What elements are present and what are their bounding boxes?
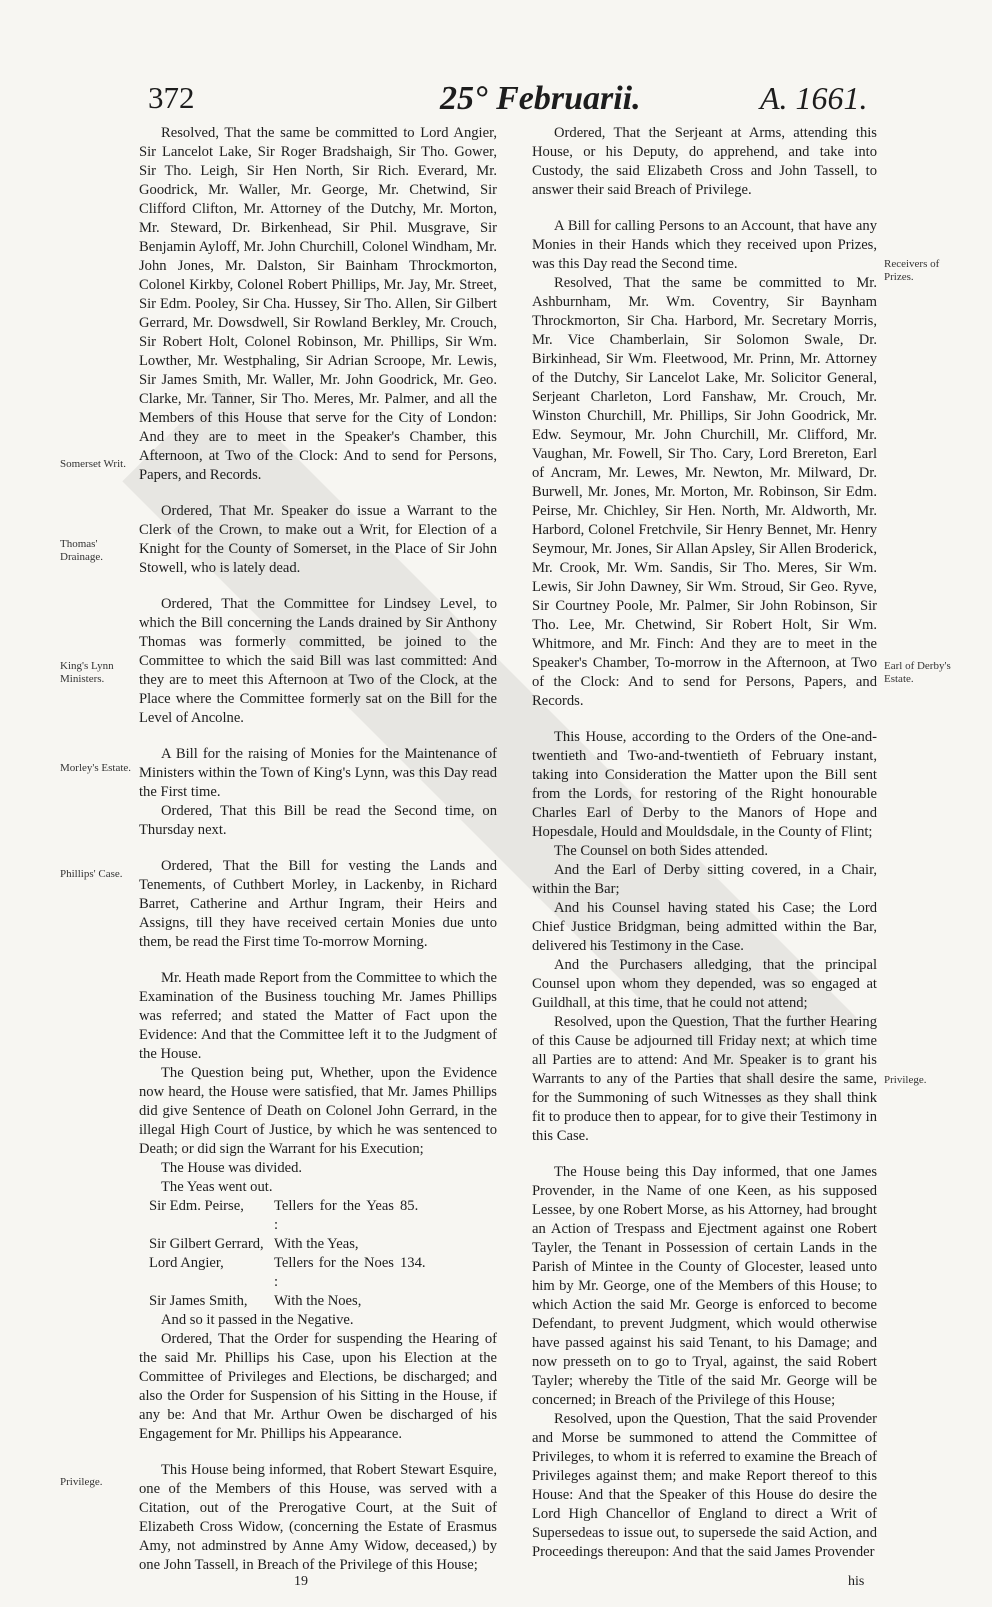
paragraph: Ordered, That the Order for suspending the Hearing of the said Mr. Phillips his Case, upon his Election at the Committee of Privileges and Elections, be discharged; and also the Order for Suspension of his Sitting in the House, if any be: And that Mr. Arthur Owen be discharged of his Engagement for Mr. Phillips his Appearance. — [139, 1331, 497, 1442]
margin-note-privilege-right: Privilege. — [884, 1074, 927, 1086]
paragraph: The Yeas went out. — [161, 1179, 273, 1195]
paragraph: A Bill for calling Persons to an Account, that have any Monies in their Hands which they received upon Prizes, was this Day read the Second time. — [532, 218, 877, 272]
page-number: 372 — [148, 80, 195, 115]
paragraph: A Bill for the raising of Monies for the Maintenance of Ministers within the Town of King's Lynn, was this Day read the First time. — [139, 746, 497, 800]
paragraph: Resolved, upon the Question, That the said Provender and Morse be summoned to attend the Committee of Privileges, to whom it is referred to examine the Breach of Privileges against them; and make Report thereof to this House: And that the Speaker of this House do desire the Lord High Chancellor of England to direct a Writ of Supersedeas to issue out, to supersede the said Action, and Proceedings thereupon: And that the said James Provender — [532, 1411, 877, 1560]
left-column — [139, 124, 497, 1575]
teller-name: Sir Gilbert Gerrard, — [149, 1236, 264, 1252]
page-date: 25° Februarii. — [440, 80, 641, 117]
paragraph: Resolved, upon the Question, That the further Hearing of this Cause be adjourned till Friday next; at which time all Parties are to attend: And Mr. Speaker is to grant his Warrants to any of the Parties that shall desire the same, for the Summoning of such Witnesses as they shall think fit to produce then to appear, for to give their Testimony in this Case. — [532, 1014, 877, 1144]
paragraph: The Question being put, Whether, upon the Evidence now heard, the House were satisfied, that Mr. James Phillips did give Sentence of Death on Colonel John Gerrard, in the illegal High Court of Justice, by which he was sentenced to Death; or did sign the Warrant for his Execution; — [139, 1065, 497, 1157]
margin-note-morley: Morley's Estate. — [60, 762, 132, 774]
teller-row — [149, 1292, 497, 1311]
paragraph: And so it passed in the Negative. — [161, 1312, 354, 1328]
paragraph: The Counsel on both Sides attended. — [554, 843, 769, 859]
teller-name: Lord Angier, — [149, 1255, 224, 1271]
page-header — [0, 80, 992, 130]
paragraph: This House being informed, that Robert Stewart Esquire, one of the Members of this House, was served with a Citation, out of the Prerogative Court, at the Suit of Elizabeth Cross Widow, (concerning the Estate of Erasmus Amy, not adminstred by Anne Amy Widow, deceased,) by one John Tassell, in Breach of the Privilege of this House; — [139, 1462, 497, 1573]
margin-note-receivers: Receivers of Prizes. — [884, 258, 940, 283]
right-column — [532, 124, 877, 1562]
teller-role: Tellers for the Yeas : — [274, 1198, 394, 1233]
margin-note-kings-lynn: King's Lynn Ministers. — [60, 660, 114, 685]
teller-count: 134. — [400, 1255, 426, 1271]
teller-count — [394, 1235, 440, 1254]
teller-role: With the Noes, — [274, 1293, 362, 1309]
paragraph: Ordered, That Mr. Speaker do issue a Warrant to the Clerk of the Crown, to make out a Writ, for Election of a Knight for the County of Somerset, in the Place of Sir John Stowell, who is lately dead. — [139, 503, 497, 576]
margin-note-phillips: Phillips' Case. — [60, 868, 123, 880]
paragraph: Ordered, That the Bill for vesting the Lands and Tenements, of Cuthbert Morley, in Lackenby, in Richard Barret, Catherine and Arthur Ingram, their Heirs and Assigns, till they have received certain Monies due unto them, be read the First time To-morrow Morning. — [139, 858, 497, 950]
teller-count: 85. — [400, 1198, 419, 1214]
teller-name: Sir Edm. Peirse, — [149, 1198, 244, 1214]
margin-note-thomas: Thomas' Drainage. — [60, 538, 104, 563]
paragraph: The House was divided. — [161, 1160, 303, 1176]
margin-note-privilege-left: Privilege. — [60, 1476, 103, 1488]
paragraph: And his Counsel having stated his Case; the Lord Chief Justice Bridgman, being admitted within the Bar, delivered his Testimony in the Case. — [532, 900, 877, 954]
paragraph: And the Purchasers alledging, that the principal Counsel upon whom they depended, was so engaged at Guildhall, at this time, that he could not attend; — [532, 957, 877, 1011]
margin-note-derby: Earl of Derby's Estate. — [884, 660, 951, 685]
teller-count — [394, 1292, 440, 1311]
page-year: A. 1661. — [760, 80, 868, 116]
paragraph: Ordered, That this Bill be read the Second time, on Thursday next. — [139, 803, 497, 838]
paragraph: Resolved, That the same be committed to Lord Angier, Sir Lancelot Lake, Sir Roger Bradshaigh, Sir Tho. Gower, Sir Tho. Leigh, Sir Hen North, Sir Rich. Everard, Mr. Goodrick, Mr. Waller, Mr. George, Mr. Chetwind, Sir Clifford Clifton, Mr. Attorney of the Dutchy, Mr. Morton, Mr. Steward, Dr. Birkenhead, Sir Phil. Musgrave, Sir Benjamin Ayloff, Mr. John Churchill, Colonel Windham, Mr. John Jones, Mr. Dalston, Sir Bainham Throckmorton, Colonel Kirkby, Colonel Robert Phillips, Mr. Jay, Mr. Street, Sir Edm. Pooley, Sir Cha. Hussey, Sir Tho. Allen, Sir Gilbert Gerrard, Mr. Dowsdwell, Sir Rowland Berkley, Mr. Crouch, Sir Robert Holt, Colonel Robinson, Mr. Phillips, Sir Wm. Lowther, Mr. Westphaling, Sir Adrian Scroope, Mr. Lewis, Sir James Smith, Mr. Waller, Mr. John Goodrick, Mr. Geo. Clarke, Mr. Tanner, Sir Tho. Meres, Mr. Palmer, and all the Members of this House that serve for the City of London: And they are to meet in the Speaker's Chamber, this Afternoon, at Two of the Clock: And to send for Persons, Papers, and Records. — [139, 125, 497, 483]
teller-role: With the Yeas, — [274, 1236, 359, 1252]
teller-name: Sir James Smith, — [149, 1293, 248, 1309]
paragraph: Resolved, That the same be committed to Mr. Ashburnham, Mr. Wm. Coventry, Sir Baynham Throckmorton, Sir Cha. Harbord, Mr. Secretary Morris, Mr. Vice Chamberlain, Sir Solomon Swale, Dr. Birkinhead, Sir Wm. Fleetwood, Mr. Prinn, Mr. Attorney of the Dutchy, Sir Lancelot Lake, Mr. Solicitor General, Serjeant Charleton, Lord Fanshaw, Mr. Crouch, Mr. Winston Churchill, Mr. Phillips, Sir John Goodrick, Mr. Edw. Seymour, Mr. John Churchill, Mr. Clifford, Mr. Vaughan, Mr. Fowell, Sir Tho. Cary, Lord Brereton, Earl of Ancram, Mr. Lewes, Mr. Newton, Mr. Milward, Dr. Burwell, Mr. Jones, Mr. Morton, Mr. Robinson, Sir Edm. Peirse, Mr. Chichley, Sir Hen. North, Mr. Aldworth, Mr. Harbord, Colonel Fretchvile, Sir Henry Bennet, Mr. Henry Seymour, Mr. Jones, Sir Allan Apsley, Sir Allen Broderick, Mr. Crook, Mr. Wm. Sandis, Sir Tho. Meres, Sir Wm. Lewis, Sir John Dawney, Sir Wm. Stroud, Sir Geo. Ryve, Sir Courtney Poole, Mr. Palmer, Sir John Robinson, Sir Tho. Lee, Mr. Chetwind, Sir Robert Holt, Sir Wm. Whitmore, and Mr. Finch: And they are to meet in the Speaker's Chamber, To-morrow in the Afternoon, at Two of the Clock: And to send for Persons, Papers, and Records. — [532, 275, 877, 709]
tellers-table — [149, 1197, 497, 1311]
teller-row — [149, 1254, 497, 1292]
teller-row — [149, 1197, 497, 1235]
paragraph: And the Earl of Derby sitting covered, in a Chair, within the Bar; — [532, 862, 877, 897]
teller-role: Tellers for the Noes : — [274, 1255, 394, 1290]
paragraph: This House, according to the Orders of the One-and-twentieth and Two-and-twentieth of February instant, taking into Consideration the Matter upon the Bill sent from the Lords, for restoring of the Right honourable Charles Earl of Derby to the Manors of Hope and Hopesdale, Hould and Mouldsdale, in the County of Flint; — [532, 729, 877, 840]
catchword: his — [848, 1574, 865, 1589]
signature-mark: 19 — [294, 1574, 308, 1589]
margin-note-somerset: Somerset Writ. — [60, 458, 126, 470]
paragraph: Ordered, That the Serjeant at Arms, attending this House, or his Deputy, do apprehend, and take into Custody, the said Elizabeth Cross and John Tassell, to answer their said Breach of Privilege. — [532, 125, 877, 198]
paragraph: The House being this Day informed, that one James Provender, in the Name of one Keen, as his supposed Lessee, by one Robert Morse, as his Attorney, had brought an Action of Trespass and Ejectment against one Robert Tayler, the Tenant in Possession of certain Lands in the Parish of Mintee in the County of Glocester, leased unto him by Mr. George, one of the Members of this House; to which Action the said Mr. George is enforced to become Defendant, to prevent Judgment, which would otherwise have passed against his said Tenant, to his Damage; and now presseth on to go to Tryal, against, the said Robert Tayler; whereby the Title of the said Mr. George will be concerned; in Breach of the Privilege of this House; — [532, 1164, 877, 1408]
teller-row — [149, 1235, 497, 1254]
paragraph: Mr. Heath made Report from the Committee to which the Examination of the Business touching Mr. James Phillips was referred; and stated the Matter of Fact upon the Evidence: And that the Committee left it to the Judgment of the House. — [139, 970, 497, 1062]
paragraph: Ordered, That the Committee for Lindsey Level, to which the Bill concerning the Lands drained by Sir Anthony Thomas was formerly committed, be joined to the Committee to which the said Bill was last committed: And they are to meet this Afternoon at Two of the Clock, at the Place where the Committee formerly sat on the Bill for the Level of Ancolne. — [139, 596, 497, 726]
